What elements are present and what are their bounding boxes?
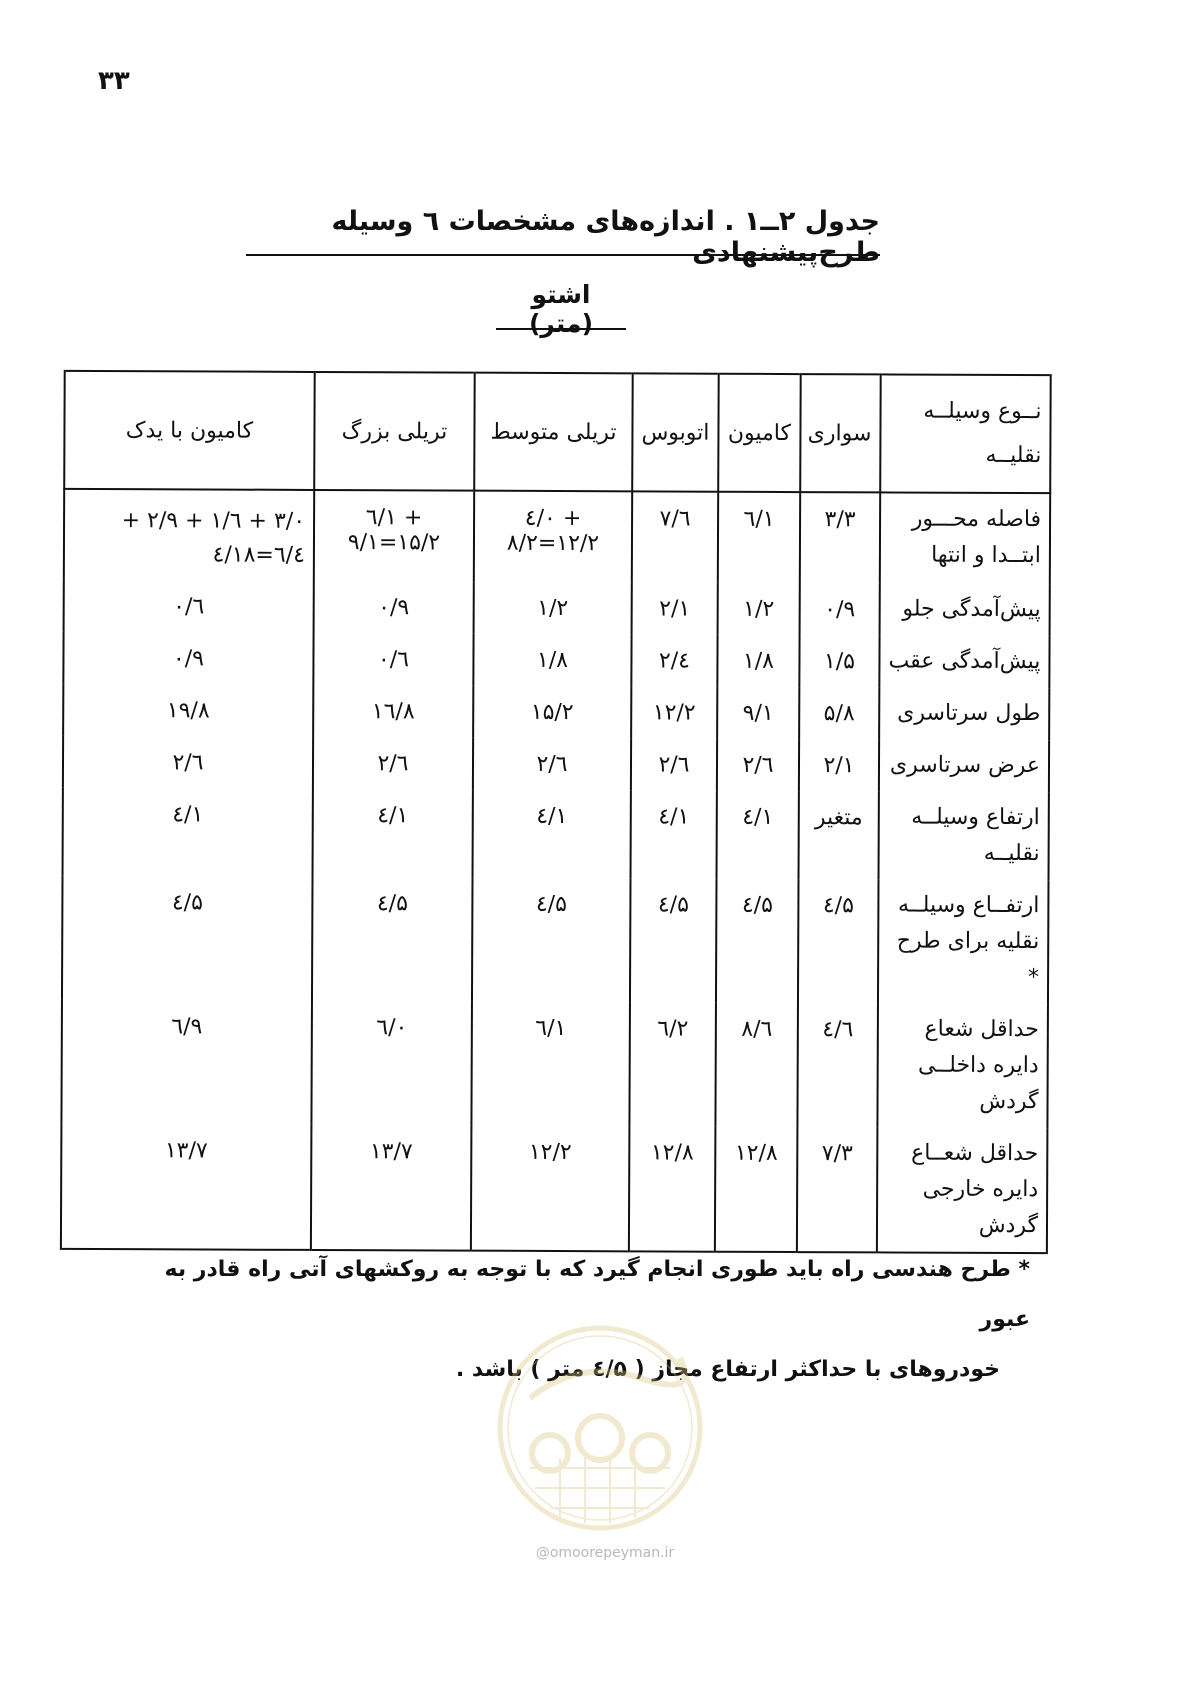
table-cell: ٦/۱ [718,492,800,583]
table-cell: ۱٦/۸ [313,685,473,738]
table-caption: جدول ۲ــ۱ . اندازه‌های مشخصات ٦ وسیله طرح‌پیشنهادی [331,206,880,268]
table-cell: ۳/۳ [800,492,880,583]
table-cell: ٦/۹ [61,1000,312,1125]
watermark-url: @omoorepeyman.ir [535,1545,675,1561]
table-subcaption: اشتو (متر) [528,280,594,338]
table-cell: ۸/٦ [715,1003,798,1127]
row-label: حداقل شعاع دایره داخلــی گردش [877,1003,1048,1128]
table-cell: ۲/۱ [799,739,879,791]
table-cell: ۱/۸ [473,634,631,687]
table-cell: ۱/۲ [474,582,632,635]
table-cell: ۲/٦ [717,739,799,791]
row-label: فاصله محـــور ابتــدا و انتها [880,492,1050,584]
table-cell: ٤/۵ [62,876,313,1001]
row-label: پیش‌آمدگی جلو [880,583,1050,636]
row-label: پیش‌آمدگی عقب [879,635,1049,688]
column-header: سواری [800,374,881,492]
column-header: کامیون با یدک [64,371,315,490]
table-cell: ٤/۵ [472,878,631,1003]
table-cell: ۱/۵ [799,635,879,687]
table-row [63,632,1049,688]
table-cell: ٤/۱ [313,789,473,878]
table-cell: ٤/۱ [717,791,799,879]
caption-underline [246,254,880,256]
table-cell: ٤/۵ [312,877,473,1002]
table-cell: ۱۲/۸ [715,1127,798,1252]
vehicle-spec-table [60,370,1052,1254]
table-cell: ۳/۰ + ٦/۱ + ۲/۹ + ٦/٤=۱۸/٤ [64,489,314,581]
page-number: ۳۳ [98,66,130,96]
table-row [61,1000,1048,1128]
table-cell: ۱۲/۸ [629,1126,716,1251]
table-cell: ٦/۱ + ۹/۱=۱۵/۲ [314,490,474,582]
table-cell: ٦/۰ [311,1001,472,1126]
watermark-inner-ring [508,1336,692,1520]
table-cell: ٤/۵ [798,879,879,1003]
table-header-row [64,371,1051,493]
table-cell: ٤/۵ [630,878,717,1002]
table-cell: ۱/۸ [717,635,799,687]
footnote-text-1: طرح هندسی راه باید طوری انجام گیرد که با توجه به روکشهای آتی راه قادر به عبور [164,1257,1030,1332]
table-row [63,684,1049,740]
table-row [62,876,1049,1004]
table-cell: ۲/۱ [632,582,718,634]
table-row [61,1124,1048,1253]
table-cell: ۷/٦ [632,491,718,582]
footnote-line-2: خودروهای با حداکثر ارتفاع مجاز ( ٤/۵ متر ) باشد . [455,1357,1000,1382]
row-label: طول سرتاسری [879,687,1049,740]
table-row [64,580,1050,636]
table-cell: ٤/۵ [716,879,799,1003]
table-cell: ۷/۳ [797,1127,878,1252]
table-cell: متغیر [799,791,879,879]
table-cell: ۰/۹ [63,632,313,685]
table-cell: ۹/۱ [717,687,799,739]
table-row [63,788,1049,880]
row-label: حداقل شعــاع دایره خارجی گردش [877,1127,1048,1253]
table-cell: ٤/۱ [63,788,313,877]
subcaption-underline [496,328,626,330]
table-cell: ۱۲/۲ [471,1126,630,1252]
watermark-gears [532,1416,668,1471]
watermark-ring [500,1328,700,1528]
table-cell: ٤/٦ [797,1003,878,1127]
table-cell: ۱۳/۷ [311,1125,472,1251]
row-label: ارتفاع وسیلــه نقلیــه [879,791,1049,880]
table-cell: ۲/٦ [473,738,631,791]
corner-header: نــوع وسیلــه نقلیــه [880,374,1051,493]
table-cell: ۰/۹ [314,581,474,634]
table-cell: ۲/٤ [631,634,717,686]
table-cell: ٤/۰ + ۸/۲=۱۲/۲ [474,491,632,583]
watermark-logo-icon [490,1318,710,1568]
column-header: اتوبوس [632,373,719,491]
table-cell: ۱۵/۲ [473,686,631,739]
table-cell: ٦/۲ [629,1002,716,1126]
table-cell: ۱/۲ [718,583,800,635]
table-cell: ۵/۸ [799,687,879,739]
footnote-marker: * [1018,1257,1030,1282]
table-row [63,736,1049,792]
table-cell: ٤/۱ [473,790,631,879]
table-row [64,489,1050,584]
table-cell: ٦/۱ [471,1002,630,1127]
row-label: ارتفــاع وسیلــه نقلیه برای طرح * [878,879,1049,1004]
column-header: کامیون [718,374,801,492]
column-header: تریلی متوسط [474,373,633,492]
spec-table-wrapper [60,370,1049,1239]
table-cell: ۱۹/۸ [63,684,313,737]
table-cell: ۰/٦ [313,633,473,686]
row-label: عرض سرتاسری [879,739,1049,792]
watermark-calligraphy [530,1358,685,1398]
table-cell: ۲/٦ [313,737,473,790]
table-cell: ۱۳/۷ [61,1124,312,1250]
column-header: تریلی بزرگ [314,372,475,491]
table-cell: ۱۲/۲ [631,686,717,738]
table-cell: ۲/٦ [631,738,717,790]
table-cell: ۲/٦ [63,736,313,789]
table-cell: ۰/٦ [64,580,314,633]
table-cell: ۰/۹ [800,583,880,635]
table-cell: ٤/۱ [631,790,717,878]
